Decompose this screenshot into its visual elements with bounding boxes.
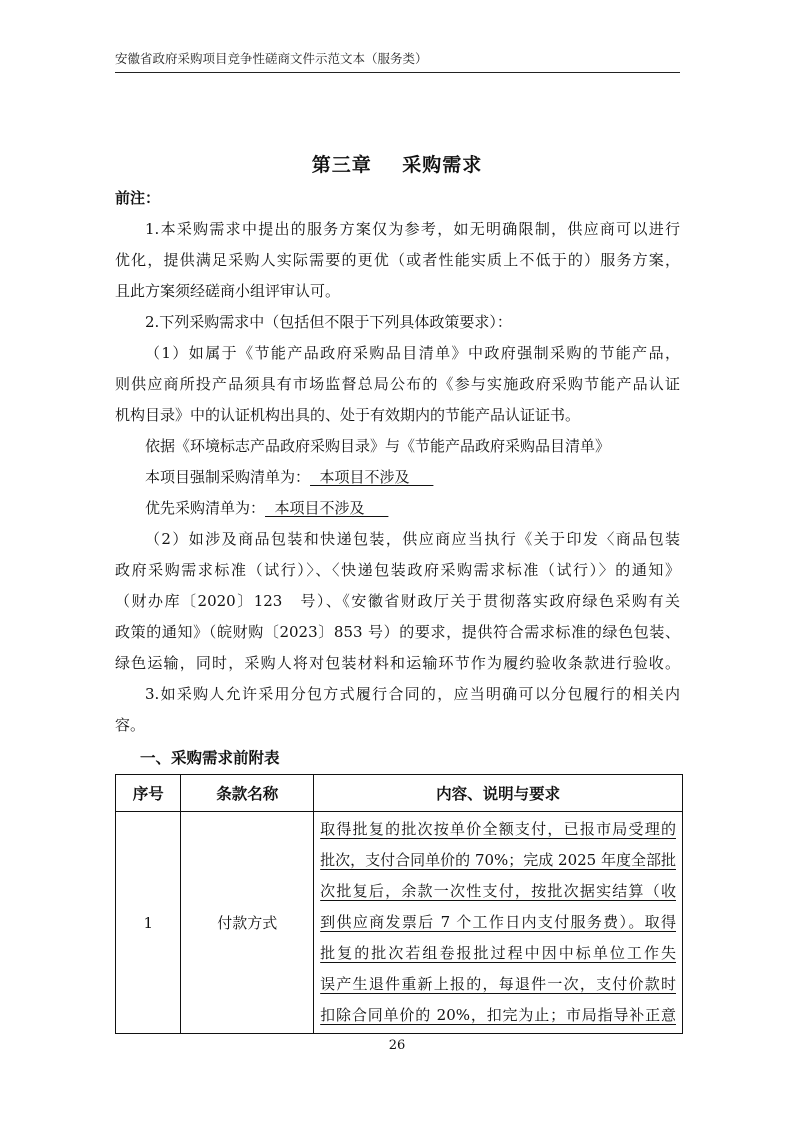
chapter-title bbox=[0, 150, 794, 177]
content-line: 取得批复的批次按单价全额支付，已报市局受理的 bbox=[320, 820, 676, 838]
preface-block bbox=[115, 183, 680, 741]
preface-p2-1-line: （1）如属于《节能产品政府采购品目清单》中政府强制采购的节能产品， bbox=[145, 344, 680, 362]
preface-p2-2-line: 政策的通知》（皖财购〔2023〕853 号）的要求，提供符合需求标准的绿色包装、 bbox=[115, 623, 680, 641]
priority-list-label: 优先采购清单为： bbox=[145, 499, 266, 517]
page-number: 26 bbox=[388, 1038, 406, 1053]
content-line: 批次，支付合同单价的 70%；完成 2025 年度全部批 bbox=[320, 851, 676, 869]
row-clause-name: 付款方式 bbox=[181, 812, 314, 1034]
preface-p2-2-line: （2）如涉及商品包装和快递包装，供应商应当执行《关于印发〈商品包装 bbox=[145, 530, 680, 548]
column-header: 条款名称 bbox=[181, 775, 314, 812]
content-line: 到供应商发票后 7 个工作日内支付服务费）。取得 bbox=[320, 913, 676, 931]
preface-p2: 2.下列采购需求中（包括但不限于下列具体政策要求）： bbox=[145, 313, 512, 331]
preface-p2-1-line: 机构目录》中的认证机构出具的、处于有效期内的节能产品认证证书。 bbox=[115, 406, 581, 424]
content-line: 批复的批次若组卷报批过程中因中标单位工作失 bbox=[320, 944, 676, 962]
row-number: 1 bbox=[116, 812, 181, 1034]
preface-p2-1-line: 则供应商所投产品须具有市场监督总局公布的《参与实施政府采购节能产品认证 bbox=[115, 375, 680, 393]
mandatory-list-value: 本项目不涉及 bbox=[310, 468, 434, 486]
preface-p2-2-line: （财办库〔2020〕123 号）、《安徽省财政厅关于贯彻落实政府绿色采购有关 bbox=[115, 592, 680, 610]
preface-basis: 依据《环境标志产品政府采购目录》与《节能产品政府采购品目清单》 bbox=[145, 437, 611, 455]
content-line: 次批复后，余款一次性支付，按批次据实结算（收 bbox=[320, 882, 676, 900]
preface-p3-line: 容。 bbox=[115, 716, 146, 734]
chapter-gap bbox=[372, 154, 402, 176]
preface-p2-2-line: 政府采购需求标准（试行）〉、〈快递包装政府采购需求标准（试行）〉的通知》 bbox=[115, 561, 680, 579]
section-title: 一、采购需求前附表 bbox=[140, 748, 280, 767]
preface-label: 前注： bbox=[115, 189, 161, 207]
running-header bbox=[115, 50, 680, 73]
column-header: 序号 bbox=[116, 775, 181, 812]
content-line: 误产生退件重新上报的，每退件一次，支付价款时 bbox=[320, 975, 676, 993]
preface-p3-line: 3.如采购人允许采用分包方式履行合同的，应当明确可以分包履行的相关内 bbox=[145, 685, 680, 703]
column-header: 内容、说明与要求 bbox=[314, 775, 683, 812]
content-line: 扣除合同单价的 20%，扣完为止；市局指导补正意 bbox=[320, 1006, 676, 1024]
preface-p1-line: 1.本采购需求中提出的服务方案仅为参考，如无明确限制，供应商可以进行 bbox=[145, 220, 680, 238]
priority-list-row bbox=[115, 493, 680, 524]
table-row bbox=[116, 812, 683, 1034]
mandatory-list-label: 本项目强制采购清单为： bbox=[145, 468, 311, 486]
requirements-table bbox=[115, 774, 683, 1034]
chapter-number: 第三章 bbox=[311, 154, 372, 176]
mandatory-list-row bbox=[115, 462, 680, 493]
preface-p1-line: 且此方案须经磋商小组评审认可。 bbox=[115, 282, 341, 300]
chapter-name: 采购需求 bbox=[402, 154, 483, 176]
row-content bbox=[314, 812, 683, 1034]
header-title: 安徽省政府采购项目竞争性磋商文件示范文本（服务类） bbox=[115, 51, 428, 66]
preface-p2-2-line: 绿色运输，同时，采购人将对包装材料和运输环节作为履约验收条款进行验收。 bbox=[115, 654, 680, 672]
table-header-row bbox=[116, 775, 683, 812]
priority-list-value: 本项目不涉及 bbox=[265, 499, 389, 517]
preface-p1-line: 优化，提供满足采购人实际需要的更优（或者性能实质上不低于的）服务方案， bbox=[115, 251, 680, 269]
